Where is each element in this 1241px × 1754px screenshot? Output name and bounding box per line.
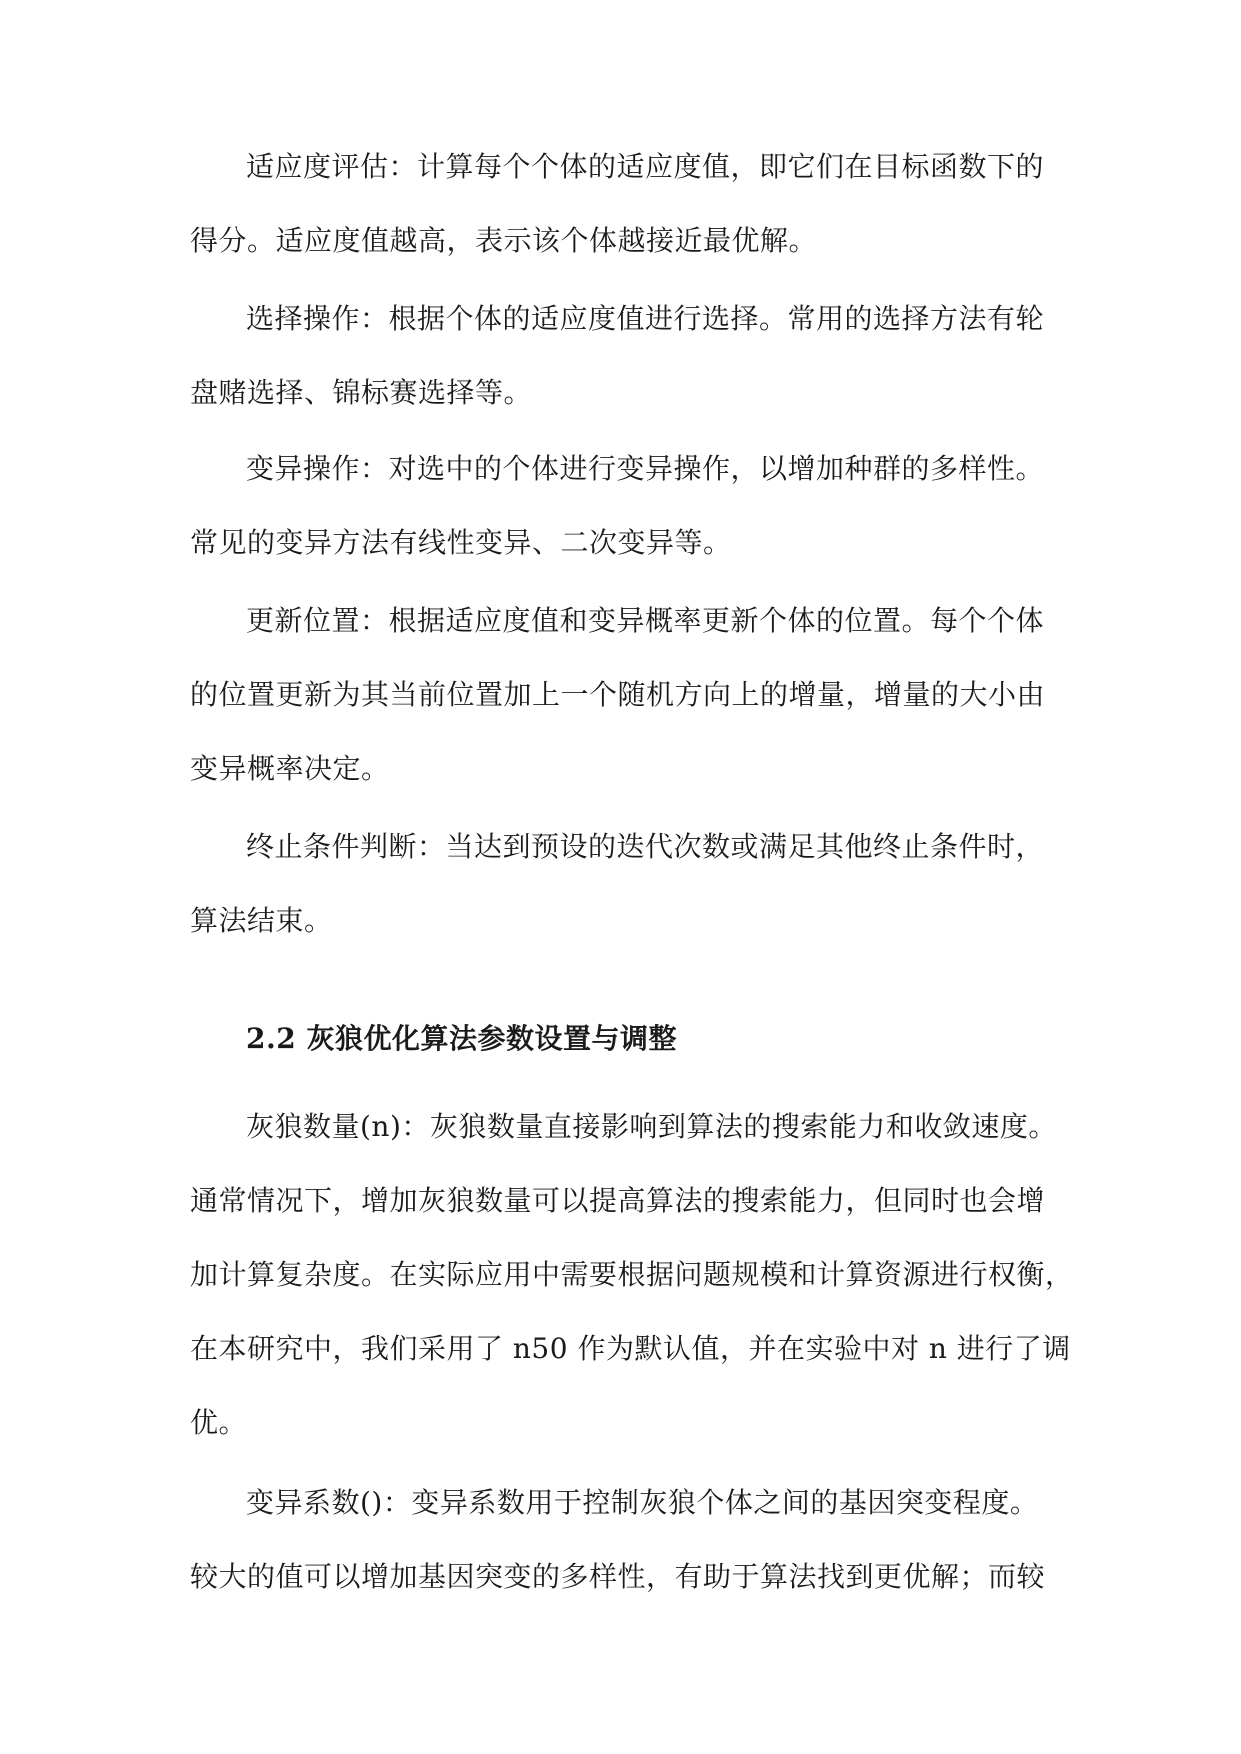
text-line: 变异操作：对选中的个体进行变异操作，以增加种群的多样性。 [246, 452, 1045, 485]
text-line: 加计算复杂度。在实际应用中需要根据问题规模和计算资源进行权衡， [190, 1258, 1074, 1291]
section-heading: 2.2 灰狼优化算法参数设置与调整 [246, 1022, 677, 1055]
text-line: 选择操作：根据个体的适应度值进行选择。常用的选择方法有轮 [246, 302, 1045, 335]
text-line: 在本研究中，我们采用了 n50 作为默认值，并在实验中对 n 进行了调 [190, 1332, 1071, 1365]
paragraph-update-position [190, 584, 1060, 806]
text-line: 变异概率决定。 [190, 752, 390, 785]
text-line: 通常情况下，增加灰狼数量可以提高算法的搜索能力，但同时也会增 [190, 1184, 1046, 1217]
paragraph-mutation-coefficient [190, 1466, 1060, 1614]
text-line: 常见的变异方法有线性变异、二次变异等。 [190, 526, 732, 559]
text-line: 的位置更新为其当前位置加上一个随机方向上的增量，增量的大小由 [190, 678, 1046, 711]
paragraph-termination [190, 810, 1060, 958]
text-line: 较大的值可以增加基因突变的多样性，有助于算法找到更优解；而较 [190, 1560, 1046, 1593]
text-line: 盘赌选择、锦标赛选择等。 [190, 376, 533, 409]
text-line: 得分。适应度值越高，表示该个体越接近最优解。 [190, 224, 818, 257]
paragraph-selection-operation [190, 282, 1060, 430]
paragraph-wolf-count [190, 1090, 1074, 1460]
paragraph-mutation-operation [190, 432, 1060, 580]
text-line: 终止条件判断：当达到预设的迭代次数或满足其他终止条件时， [246, 830, 1045, 863]
text-line: 适应度评估：计算每个个体的适应度值，即它们在目标函数下的 [246, 150, 1045, 183]
text-line: 灰狼数量(n)：灰狼数量直接影响到算法的搜索能力和收敛速度。 [246, 1110, 1057, 1143]
paragraph-fitness-evaluation [190, 130, 1060, 278]
text-line: 算法结束。 [190, 904, 333, 937]
text-line: 更新位置：根据适应度值和变异概率更新个体的位置。每个个体 [246, 604, 1045, 637]
text-line: 变异系数()：变异系数用于控制灰狼个体之间的基因突变程度。 [246, 1486, 1039, 1519]
text-line: 优。 [190, 1406, 248, 1439]
